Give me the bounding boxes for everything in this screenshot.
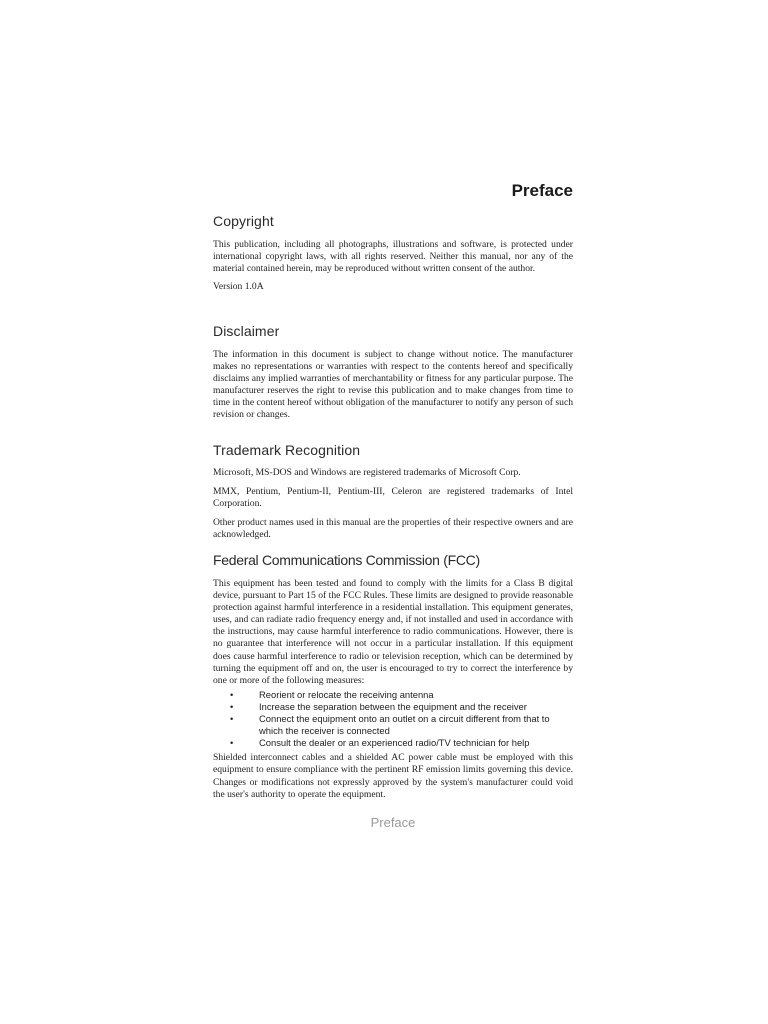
list-item-text: Connect the equipment onto an outlet on a circuit different from that to which the receiver is connected [259,713,550,737]
bullet-icon: • [230,688,234,700]
trademark-paragraph: MMX, Pentium, Pentium-II, Pentium-III, Celeron are registered trademarks of Intel Corporation. [213,486,573,510]
bullet-icon: • [230,737,234,749]
trademark-paragraph: Microsoft, MS-DOS and Windows are registered trademarks of Microsoft Corp. [213,467,521,478]
list-item-text: Consult the dealer or an experienced radio/TV technician for help [259,737,530,749]
fcc-heading: Federal Communications Commission (FCC) [213,552,480,568]
trademark-paragraph: Other product names used in this manual are the properties of their respective owners and are acknowledged. [213,517,573,541]
list-item-text: Increase the separation between the equipment and the receiver [259,700,527,712]
fcc-closing-paragraph: Shielded interconnect cables and a shielded AC power cable must be employed with this equipment to ensure compliance with the pertinent RF emission limits governing this device. Changes or modifications not expressly approved by the system's manufacturer could void the user's authority to operate the equipment. [213,752,573,800]
bullet-icon: • [230,713,234,725]
list-item [213,701,573,713]
copyright-paragraph: This publication, including all photographs, illustrations and software, is protected under international copyright laws, with all rights reserved. Neither this manual, nor any of the material contained herein, may be reproduced without written consent of the author. [213,239,573,275]
list-item [213,713,573,737]
list-item [213,689,573,701]
bullet-icon: • [230,700,234,712]
disclaimer-paragraph: The information in this document is subject to change without notice. The manufacturer makes no representations or warranties with respect to the contents hereof and specifically disclaims any implied warranties of merchantability or fitness for any particular purpose. The manufacturer reserves the right to revise this publication and to make changes from time to time in the content hereof without obligation of the manufacturer to notify any person of such revision or changes. [213,349,573,421]
copyright-heading: Copyright [213,213,274,229]
trademark-section [213,441,573,541]
page-title: Preface [511,181,573,200]
version-text: Version 1.0A [213,281,264,293]
fcc-section [213,551,573,801]
list-item [213,737,573,749]
document-page [213,0,573,1024]
disclaimer-section [213,322,573,422]
trademark-heading: Trademark Recognition [213,442,361,458]
fcc-measures-list [213,689,573,749]
page-footer: Preface [370,815,416,830]
fcc-paragraph: This equipment has been tested and found to comply with the limits for a Class B digital device, pursuant to Part 15 of the FCC Rules. These limits are designed to provide reasonable protection against harmful interference in a residential installation. This equipment generates, uses, and can radiate radio frequency energy and, if not installed and used in accordance with the instructions, may cause harmful interference to radio communications. However, there is no guarantee that interference will not occur in a particular installation. If this equipment does cause harmful interference to radio or television reception, which can be determined by turning the equipment off and on, the user is encouraged to try to correct the interference by one or more of the following measures: [213,578,573,686]
copyright-section [213,212,573,293]
disclaimer-heading: Disclaimer [213,323,280,339]
list-item-text: Reorient or relocate the receiving antenna [259,688,434,700]
